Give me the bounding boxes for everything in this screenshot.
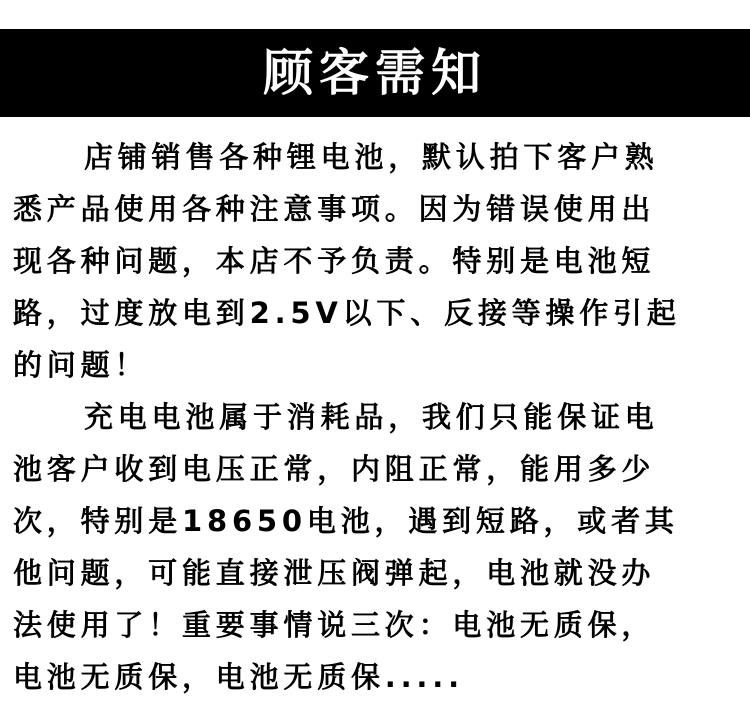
notice-line-3: 现各种问题，本店不予负责。特别是电池短	[13, 244, 656, 278]
header-banner	[0, 29, 750, 117]
notice-line-10: 法使用了！重要事情说三次：电池无质保，	[13, 608, 656, 642]
notice-line-1: 店铺销售各种锂电池，默认拍下客户熟	[84, 140, 659, 174]
notice-line-9: 他问题，可能直接泄压阀弹起，电池就没办	[13, 556, 656, 590]
notice-line-6: 充电电池属于消耗品，我们只能保证电	[84, 400, 659, 434]
notice-line-5: 的问题！	[13, 348, 149, 382]
notice-line-8: 次，特别是18650电池，遇到短路，或者其	[13, 504, 679, 538]
notice-line-7: 池客户收到电压正常，内阻正常，能用多少	[13, 452, 656, 486]
notice-body	[13, 131, 741, 703]
page-title: 顾客需知	[263, 44, 487, 102]
notice-line-4: 路，过度放电到2.5V以下、反接等操作引起	[13, 296, 681, 330]
notice-line-11: 电池无质保，电池无质保.....	[13, 660, 464, 694]
notice-line-2: 悉产品使用各种注意事项。因为错误使用出	[13, 192, 656, 226]
